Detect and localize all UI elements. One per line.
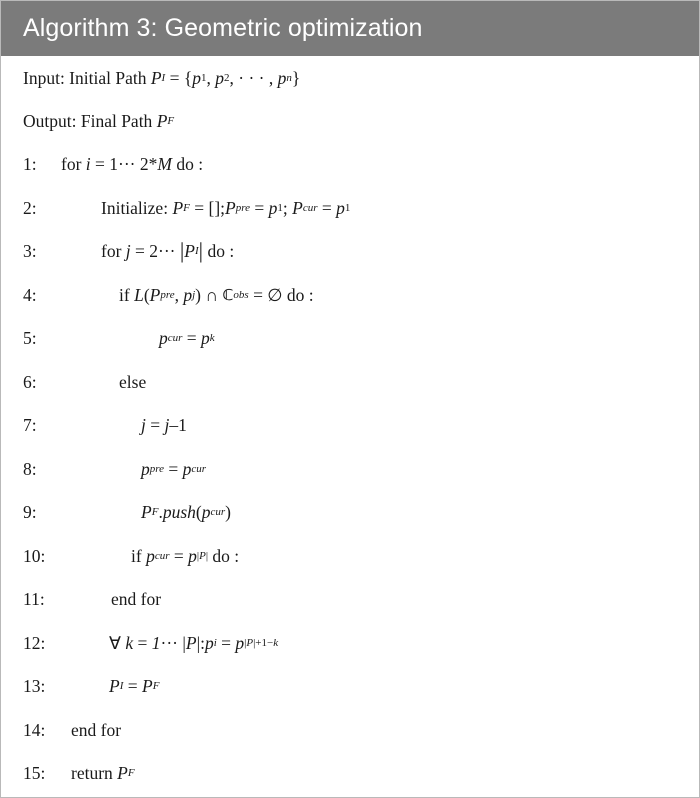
algorithm-line: 1: for i = 1··· 2* M do : xyxy=(23,153,204,174)
line-number: 11: xyxy=(23,588,45,609)
line-number: 7: xyxy=(23,414,37,435)
algorithm-line: 2: Initialize: P F = []; P pre = p 1 ; P cur = p 1 xyxy=(23,197,351,218)
algorithm-line: 5: p cur = p k xyxy=(23,327,215,348)
algorithm-line: 9: P F . push ( p cur ) xyxy=(23,501,231,522)
algorithm-line: 3: for j = 2··· | P I | do : xyxy=(23,238,235,263)
line-number: 2: xyxy=(23,197,37,218)
input-label: Input: Initial Path xyxy=(23,67,147,88)
algorithm-line: 8: p pre = p cur xyxy=(23,458,207,479)
algorithm-line: 13: P I = P F xyxy=(23,675,160,696)
line-number: 14: xyxy=(23,719,46,740)
algorithm-line: 12: ∀ k = 1 ··· | P |: p i = p |P|+1−k xyxy=(23,632,279,653)
algorithm-line: 4: if L ( P pre , p j ) ∩ ℂ obs = ∅ do : xyxy=(23,284,314,305)
line-number: 4: xyxy=(23,284,37,305)
line-number: 12: xyxy=(23,632,46,653)
input-line: Input: Initial Path P I = { p 1 , p 2 , · · · , p n } xyxy=(23,67,301,88)
line-number: 1: xyxy=(23,153,37,174)
line-number: 10: xyxy=(23,545,46,566)
output-line: Output: Final Path P F xyxy=(23,110,175,131)
algorithm-line: 10: if p cur = p |P| do : xyxy=(23,545,240,566)
algorithm-header xyxy=(1,1,699,56)
algorithm-line: 15: return P F xyxy=(23,762,135,783)
line-number: 6: xyxy=(23,371,37,392)
line-number: 8: xyxy=(23,458,37,479)
line-number: 9: xyxy=(23,501,37,522)
line-number: 5: xyxy=(23,327,37,348)
output-label: Output: Final Path xyxy=(23,110,153,131)
algorithm-line: 14: end for xyxy=(23,719,122,740)
line-number: 3: xyxy=(23,240,37,261)
line-number: 15: xyxy=(23,762,46,783)
algorithm-line: 6: else xyxy=(23,371,147,392)
algorithm-line: 11: end for xyxy=(23,588,162,609)
line-number: 13: xyxy=(23,675,46,696)
algorithm-line: 7: j = j –1 xyxy=(23,414,187,435)
algorithm-title: Algorithm 3: Geometric optimization xyxy=(23,14,423,42)
